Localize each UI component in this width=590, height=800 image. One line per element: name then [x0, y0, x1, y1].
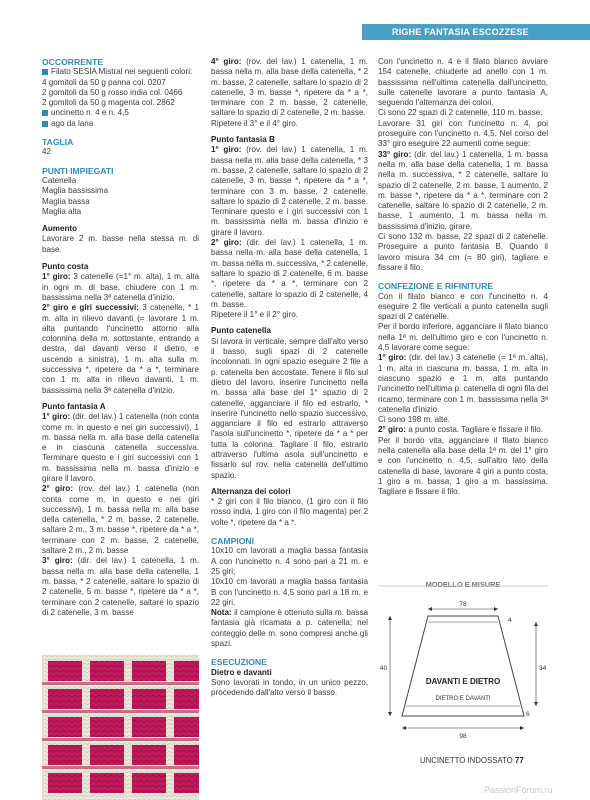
- dim-right: 34: [539, 665, 547, 672]
- round-text: (dir. del lav.) 1 catenella, 1 m. bassa nella m. alla base della catenella, 1 m. bassa, * 2 catenelle, saltare lo spazio di 2 catenelle, 5 m. basse *, ripetere da * a *, terminare con 2 catenelle, saltare lo spazio di 2 catenelle, 3 m. basse: [42, 556, 200, 617]
- section-header: RIGHE FANTASIA ESCOZZESE: [362, 24, 590, 40]
- campioni-title: CAMPIONI: [211, 536, 254, 547]
- diagram-label-sub: DIETRO E DAVANTI: [435, 696, 491, 702]
- body-text: [378, 425, 548, 435]
- aumento-text: Lavorare 2 m. basse nella stessa m. di base.: [42, 234, 199, 254]
- round-text: (dir. del lav.) 1 catenella, 1 m. bassa nella m. alla base della catenella, 1 m. bassa nella m. successiva, * 2 catenelle, saltare lo spazio di 2 catenelle, 6 m. basse *, ripetere da * a *, terminare con 2 catenelle, saltare lo spazio di 2 catenelle, 4 m. basse.: [211, 238, 369, 309]
- round-text: 3 catenelle (=1° m. alta), 1 m. alta in ogni m. di base, chiudere con 1 m. bassissima nella 3ª catenella d'inizio.: [42, 272, 200, 302]
- round-text: (rov. del lav.) 1 catenella, 1 m. bassa nella m. alla base della catenella, * 3 m. basse, 2 catenelle, saltare lo spazio di 2 catenelle, 3 m. basse *, ripetere da * a *, terminare con 3 m. basse, 2 catenelle, saltare lo spazio di 2 catenelle, 2 m. basse. Terminare questo e i giri successivi con 1 m. bassissima nella m. bassa d'inizio e girare il lavoro.: [211, 145, 368, 237]
- aumento-title: Aumento: [42, 224, 78, 234]
- fantasia-a-title: Punto fantasia A: [42, 401, 106, 411]
- punti-item: Maglia bassissima: [42, 186, 109, 196]
- column-2: [211, 57, 368, 699]
- punti-title: PUNTI IMPIEGATI: [42, 165, 114, 176]
- round-label: 2° giro:: [378, 425, 406, 435]
- round-label: 2° giro e giri successivi:: [42, 303, 139, 313]
- body-text: Ci sono 198 m. alte.: [378, 415, 450, 425]
- diagram-title: MODELLO E MISURE: [425, 580, 501, 589]
- round-text: (dir. del lav.) 1 catenella, 1 m. bassa nella m. alla base della catenella, 1 m. bassa nella m. successiva, * 2 catenelle, saltare lo spazio di 2 catenelle, 2 m. basse, 1 aumento, 2 m. basse *, ripetere da * a *, terminare con 2 catenelle, saltare lo spazio di 2 catenelle, 2 m. basse, 1 aumento, 1 m. bassa nella m. bassissima d'inizio, girare.: [378, 149, 548, 231]
- dietro-title: Dietro e davanti: [211, 667, 272, 677]
- body-text: [378, 353, 548, 415]
- round-label: 1° giro:: [42, 412, 71, 422]
- punti-item: Maglia bassa: [42, 196, 90, 206]
- round-label: 2° giro:: [42, 484, 74, 494]
- magazine-name: UNCINETTO INDOSSATO: [420, 756, 513, 765]
- body-text: Per il bordo vita, agganciare il filato bianco nella catenella alla base della 1ª m. del 1° giro e con l'uncinetto n. 4,5, sull'altro lato della catenella di base, lavorare 4 giri a punto costa, 1 giro a m. bassa, 1 giro a m. bassissima. Tagliare e fissare il filo.: [378, 435, 548, 497]
- fantasia-b-title: Punto fantasia B: [211, 135, 275, 145]
- fantasia-b-paragraph: [211, 238, 368, 310]
- taglia-value: 42: [42, 147, 52, 157]
- occorrente-item: uncinetto n. 4 e n. 4,5: [42, 108, 199, 118]
- costa-paragraph: [42, 303, 199, 396]
- occorrente-item: 4 gomitoli da 50 g panna col. 0207: [42, 77, 166, 87]
- nota-label: Nota:: [211, 608, 232, 618]
- fantasia-a-paragraph: [211, 57, 368, 119]
- occorrente-title: OCCORRENTE: [42, 57, 104, 67]
- column-3: [378, 57, 548, 497]
- round-text: (rov. del lav.) 1 catenella (non conta come m. in questo e nei giri successivi), 1 m. bassa nella m. alla base della catenella, * 2 m. basse, 2 catenelle, saltare 2 m., 3 m. basse *, ripetere da * a *, terminare con 2 m. basse, 2 catenelle, saltare 2 m., 2 m. basse: [42, 484, 200, 556]
- round-label: 1° giro:: [42, 272, 71, 282]
- occorrente-item: 2 gomitoli da 50 g magenta col. 2862: [42, 98, 175, 108]
- alternanza-text: * 2 giri con il filo bianco, (1 giro con il filo rosso india, 1 giro con il filo magenta) per 2 volte *, ripetere da * a *.: [211, 497, 368, 527]
- page-number: 77: [514, 756, 524, 765]
- confezione-title: CONFEZIONE E RIFINITURE: [378, 281, 494, 292]
- body-text: Con l'uncinetto n. 4 e il filato bianco avviare 154 catenelle, chiuderle ad anello con 1 m. bassissima nell'ultima catenella dall'uncinetto, sulle catenelle lavorare a punto fantasia A, seguendo l'alternanza dei colori.: [378, 57, 548, 108]
- round-label: 1° giro:: [378, 353, 407, 363]
- fantasia-a-paragraph: [42, 412, 199, 484]
- round-label: 3° giro:: [42, 556, 73, 566]
- round-text: a punto costa. Tagliare e fissare il filo.: [405, 425, 544, 435]
- body-text: Ci sono 132 m. basse, 22 spazi di 2 catenelle. Proseguire a punto fantasia B. Quando il lavoro misura 34 cm (= 80 giri), tagliare e fissare il filo.: [378, 232, 548, 272]
- dim-left: 40: [380, 665, 388, 672]
- round-text: (dir. del lav.) 3 catenelle (= 1ª m. alta), 1 m. alta in ciascuna m. bassa, 1 m. alta in ciascuno spazio e 1 m. alta puntando l'uncinetto nell'ultima p. catenella di ogni fila del ricamo, terminare con 1 m. bassissima nella 3ª catenella d'inizio.: [378, 353, 548, 414]
- punti-item: Catenella: [42, 175, 77, 185]
- repeat-note: Ripetere il 1° e il 2° giro.: [211, 310, 298, 320]
- nota-body: il campione è ottenuto sulla m. bassa fantasia già ricamata a p. catenella; nel conteggio delle m. sono compresi anche gli spazi.: [211, 608, 368, 649]
- catenella-title: Punto catenella: [211, 326, 271, 336]
- punti-item: Maglia alta: [42, 206, 82, 216]
- dim-right-bottom: 6: [526, 711, 530, 718]
- costa-paragraph: [42, 272, 199, 303]
- occorrente-item: ago da lana: [42, 119, 199, 129]
- body-text: Ci sono 22 spazi di 2 catenelle, 110 m. basse.: [378, 108, 543, 118]
- round-label: 1° giro:: [211, 145, 242, 155]
- round-text: (rov. del lav.) 1 catenella, 1 m. bassa nella m. alla base della catenella, * 2 m. basse, 2 catenelle, saltare lo spazio di 2 catenelle, 3 m. basse *, ripetere da * a *, terminare con 2 m. basse, 2 catenelle, saltare lo spazio di 2 catenelle, 2 m. basse.: [211, 57, 368, 118]
- esecuzione-title: ESECUZIONE: [211, 657, 267, 668]
- body-text: Lavorare 31 giri con l'uncinetto n. 4, poi proseguire con l'uncinetto n. 4,5. Nel corso del 33° giro eseguire 22 aumenti come segue:: [378, 118, 548, 149]
- fantasia-a-paragraph: [42, 556, 199, 618]
- crochet-swatch-photo: [42, 655, 199, 800]
- occorrente-item: 2 gomitoli da 50 g rosso india col. 0466: [42, 87, 183, 97]
- round-label: 2° giro:: [211, 238, 242, 248]
- taglia-title: TAGLIA: [42, 137, 74, 148]
- repeat-note: Ripetere il 3° e il 4° giro.: [211, 118, 298, 128]
- crochet-pattern-image: [42, 655, 199, 800]
- dietro-text: Sono lavorati in tondo, in un unico pezzo, procedendo dall'alto verso il basso.: [211, 677, 368, 698]
- fantasia-a-paragraph: [42, 484, 199, 556]
- round-label: 33° giro:: [378, 149, 412, 159]
- body-text: Con il filato bianco e con l'uncinetto n. 4 eseguire 2 file verticali a punto catenella sugli spazi di 2 catenelle.: [378, 291, 548, 322]
- diagram-label-main: DAVANTI E DIETRO: [425, 677, 501, 686]
- round-text: 3 catenelle, * 1 m. alta in rilievo davanti (= lavorare 1 m. alta puntando l'uncinetto attorno alla colonnina della m. sottostante, entrando a destra, dal davanti verso il dietro, e uscendo a sinistra), 1 m. alta sulla m. successiva *, ripetere da * a *, terminare con 1 m. alta in rilievo davanti, 1 m. bassissima nella 3ª catenella d'inizio.: [42, 303, 199, 395]
- page-footer: [420, 756, 524, 765]
- catenella-text: Si lavora in verticale, sempre dall'alto verso il basso, sugli spazi di 2 catenelle incolonnati. In ogni spazio eseguire 2 file a p. catenella ben accostate. Tenere il filo sul dietro del lavoro, inserire l'uncinetto nella m. bassa alla base del 1° spazio di 2 catenelle, agganciare il filo ed estrarlo, * inserire l'uncinetto nello spazio successivo, agganciare il filo ed estrarlo attraverso l'asola sull'uncinetto *, ripetere da * a * per tutta la colonna. Tagliare il filo, estrarlo attraverso l'ultima asola sull'uncinetto e fissarlo sul rov. nella catenella dell'ultimo spazio.: [211, 336, 368, 480]
- skirt-schematic: [378, 578, 548, 746]
- body-text: [378, 150, 548, 232]
- nota-text: [211, 608, 368, 649]
- round-text: (dir. del lav.) 1 catenella (non conta come m. in questo e nei giri successivi), 1 m. bassa nella m. alla base della catenella e in ciascuna catenella successiva. Terminare questo e i giri successivi con 1 m. bassissima nella m. bassa d'inizio e girare il lavoro.: [42, 412, 200, 483]
- campioni-text: 10x10 cm lavorati a maglia bassa fantasia A con l'uncinetto n. 4 sono pari a 21 m. e 25 giri;: [211, 546, 368, 576]
- size-diagram: [378, 578, 548, 746]
- dim-bottom: 98: [459, 733, 467, 740]
- occorrente-item: Filato SESIA Mistral nei seguenti colori:: [42, 67, 199, 77]
- body-text: Per il bordo inferiore, agganciare il filato bianco nella 1ª m. dell'ultimo giro e con l'uncinetto n. 4,5 lavorare come segue:: [378, 322, 548, 353]
- costa-title: Punto costa: [42, 262, 89, 272]
- dim-top: 78: [459, 601, 467, 608]
- alternanza-title: Alternanza dei colori: [211, 486, 291, 496]
- campioni-text: 10x10 cm lavorati a maglia bassa fantasia B con l'uncinetto n. 4,5 sono pari a 18 m. e 22 giri.: [211, 577, 368, 607]
- watermark: PassionForum.ru: [484, 785, 553, 795]
- column-1: [42, 57, 199, 618]
- dim-right-top: 4: [508, 617, 512, 624]
- round-label: 4° giro:: [211, 57, 242, 66]
- fantasia-b-paragraph: [211, 145, 368, 238]
